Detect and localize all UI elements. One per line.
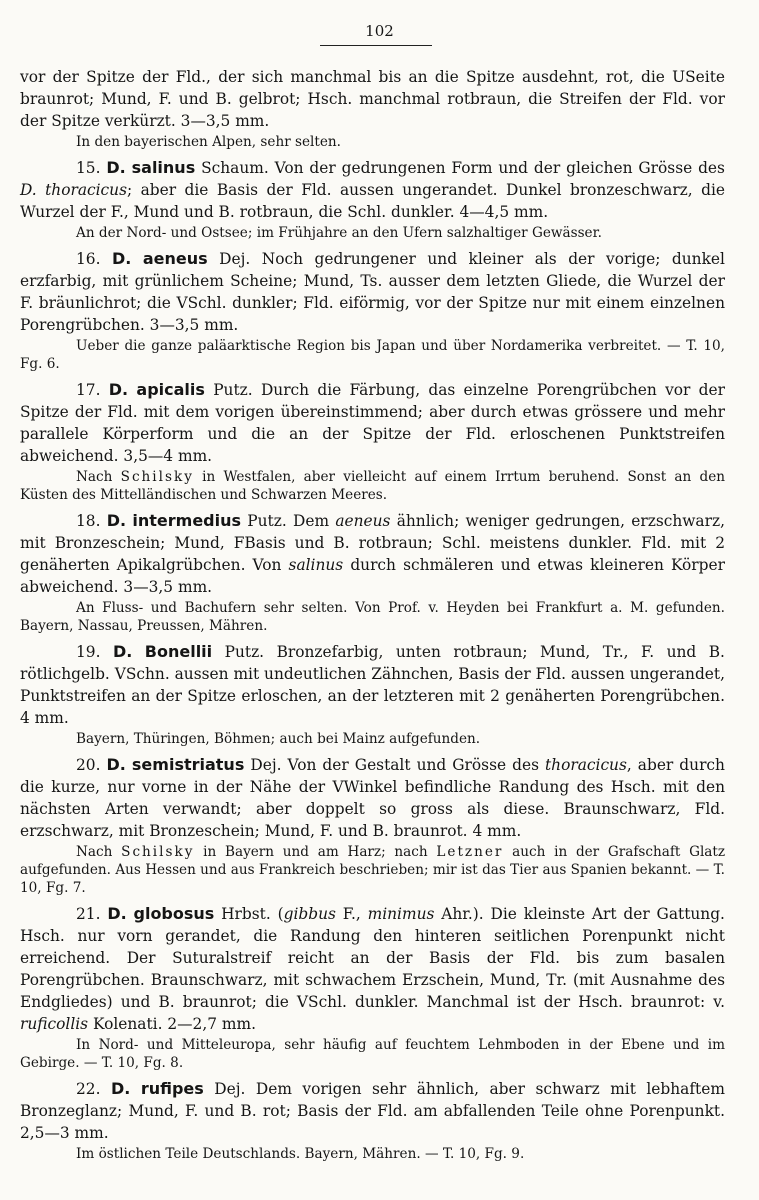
intro-paragraph: vor der Spitze der Fld., der sich manchmal bis an die Spitze ausdehnt, rot, die USeite braunrot; Mund, F. und B. gelbrot; Hsch. manchmal rotbraun, die Streifen der Fld. vor der Spitze verkürzt. 3—3,5 mm.: [20, 68, 725, 130]
species-entry-17: 17. D. apicalis Putz. Durch die Färbung, das einzelne Porengrübchen vor der Spitze der Fld. mit dem vorigen übereinstimmend; aber durch etwas grössere und mehr parallele Körperform und die an der Spitze der Fld. erloschenen Punktstreifen abweichend. 3,5—4 mm.: [20, 380, 725, 465]
species-entry-20: 20. D. semistriatus Dej. Von der Gestalt und Grösse des thoracicus, aber durch die kurze, nur vorne in der Nähe der VWinkel befindliche Randung des Hsch. mit den nächsten Arten verwandt; aber doppelt so gross als diese. Braunschwarz, Fld. erzschwarz, mit Bronzeschein; Mund, F. und B. braunrot. 4 mm.: [20, 755, 725, 840]
species-entry-21: 21. D. globosus Hrbst. (gibbus F., minimus Ahr.). Die kleinste Art der Gattung. Hsch. nur vorn gerandet, die Randung den hinteren seitlichen Porenpunkt nicht erreichend. Der Suturalstreif reicht an der Basis der Fld. bis zum basalen Porengrübchen. Braunschwarz, mit schwachem Erzschein, Mund, Tr. (mit Ausnahme des Endgliedes) und B. braunrot; die VSchl. dunkler. Manchmal ist der Hsch. braunrot: v. ruficollis Kolenati. 2—2,7 mm.: [20, 904, 725, 1033]
species-name: globosus: [133, 904, 215, 923]
species-note-15: An der Nord- und Ostsee; im Frühjahre an den Ufern salzhaltiger Gewässer.: [76, 225, 602, 241]
species-name: semistriatus: [131, 755, 245, 774]
species-name: apicalis: [136, 380, 205, 399]
species-note-22: Im östlichen Teile Deutschlands. Bayern, Mähren. — T. 10, Fg. 9.: [76, 1146, 525, 1162]
species-note-20: Nach Schilsky in Bayern und am Harz; nach Letzner auch in der Grafschaft Glatz aufgefunden. Aus Hessen und aus Frankreich beschrieben; mir ist das Tier aus Spanien bekannt. — T. 10, Fg. 7.: [20, 844, 726, 896]
page-number: 102: [365, 22, 394, 40]
species-entry-19: 19. D. Bonellii Putz. Bronzefarbig, unten rotbraun; Mund, Tr., F. und B. rötlichgelb. VSchn. aussen mit undeutlichen Zähnchen, Basis der Fld. aussen ungerandet, Punktstreifen an der Spitze erloschen, an der letzteren mit 2 genäherten Porengrübchen. 4 mm.: [20, 642, 725, 727]
species-name: rufipes: [140, 1079, 204, 1098]
header-rule: [320, 45, 432, 46]
species-name: intermedius: [132, 511, 242, 530]
page-body: [20, 66, 725, 1163]
species-note-17: Nach Schilsky in Westfalen, aber vielleicht auf einem Irrtum beruhend. Sonst an den Küsten des Mittelländischen und Schwarzen Meeres.: [20, 469, 726, 503]
species-name: Bonellii: [144, 642, 213, 661]
species-entry-15: 15. D. salinus Schaum. Von der gedrungenen Form und der gleichen Grösse des D. thoracicus; aber die Basis der Fld. aussen ungerandet. Dunkel bronzeschwarz, die Wurzel der F., Mund und B. rotbraun, die Schl. dunkler. 4—4,5 mm.: [20, 158, 725, 221]
collector-name: Schilsky: [120, 469, 194, 485]
species-note-19: Bayern, Thüringen, Böhmen; auch bei Mainz aufgefunden.: [76, 731, 481, 747]
species-note-16: Ueber die ganze paläarktische Region bis Japan und über Nordamerika verbreitet. — T. 10, Fg. 6.: [20, 338, 725, 372]
intro-note: In den bayerischen Alpen, sehr selten.: [76, 134, 341, 150]
collector-name: Letzner: [436, 844, 504, 860]
collector-name: Schilsky: [121, 844, 195, 860]
species-entry-18: 18. D. intermedius Putz. Dem aeneus ähnlich; weniger gedrungen, erzschwarz, mit Bronzeschein; Mund, FBasis und B. rotbraun; Schl. meistens dunkler. Fld. mit 2 genäherten Apikalgrübchen. Von salinus durch schmäleren und etwas kleineren Körper abweichend. 3—3,5 mm.: [20, 511, 725, 596]
species-entry-22: 22. D. rufipes Dej. Dem vorigen sehr ähnlich, aber schwarz mit lebhaftem Bronzeglanz; Mund, F. und B. rot; Basis der Fld. am abfallenden Teile ohne Porenpunkt. 2,5—3 mm.: [20, 1079, 725, 1142]
species-name: aeneus: [142, 249, 208, 268]
species-note-18: An Fluss- und Bachufern sehr selten. Von Prof. v. Heyden bei Frankfurt a. M. gefunden. Bayern, Nassau, Preussen, Mähren.: [20, 600, 725, 634]
species-name: salinus: [131, 158, 196, 177]
species-entry-16: 16. D. aeneus Dej. Noch gedrungener und kleiner als der vorige; dunkel erzfarbig, mit grünlichem Scheine; Mund, Ts. ausser dem letzten Gliede, die Wurzel der F. bräunlichrot; die VSchl. dunkler; Fld. eiförmig, vor der Spitze nur mit einem einzelnen Porengrübchen. 3—3,5 mm.: [20, 249, 725, 334]
species-note-21: In Nord- und Mitteleuropa, sehr häufig auf feuchtem Lehmboden in der Ebene und im Gebirge. — T. 10, Fg. 8.: [20, 1037, 725, 1071]
